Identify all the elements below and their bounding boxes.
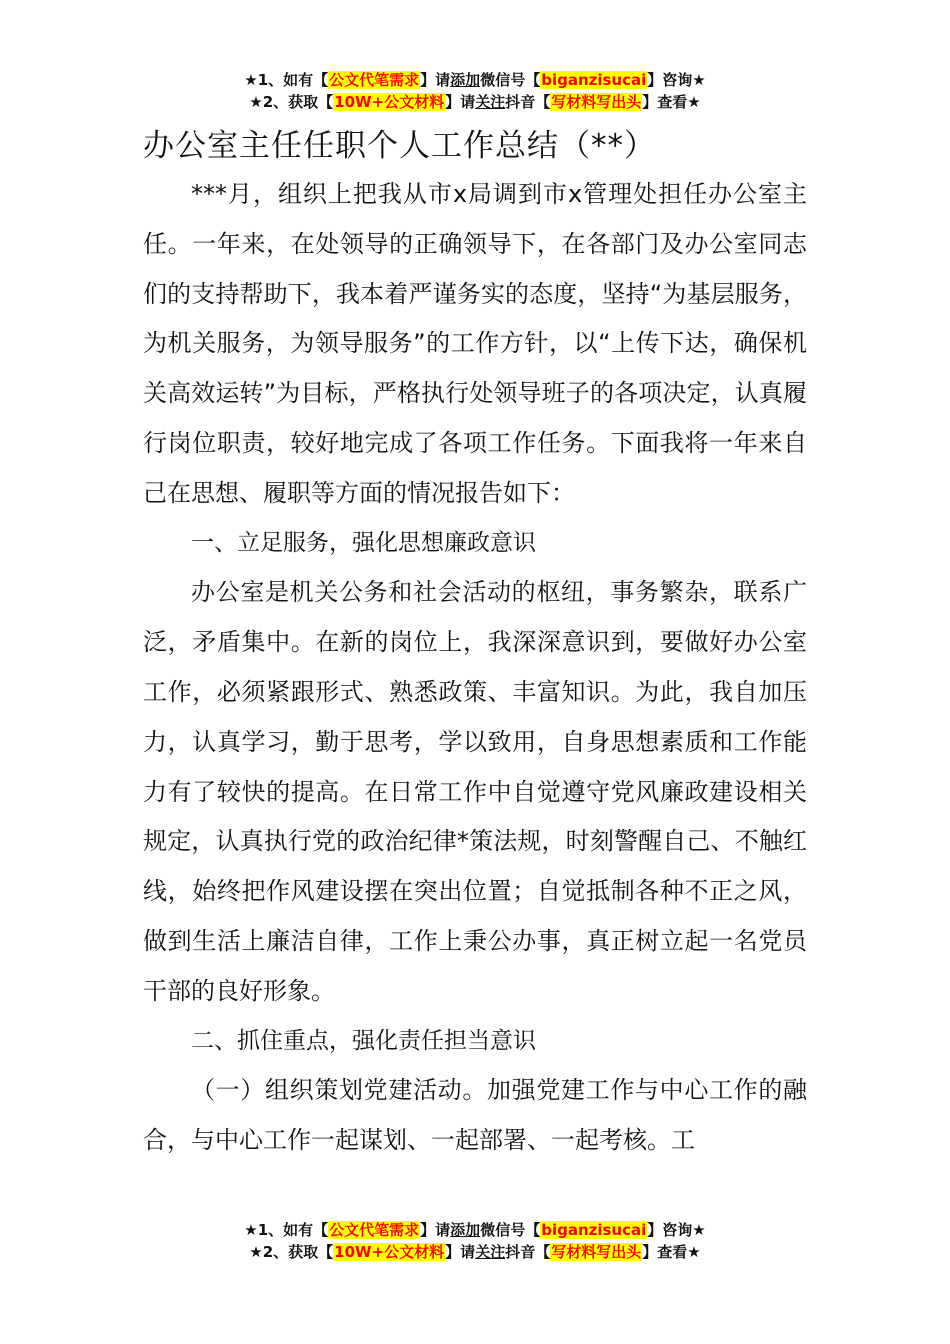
highlight-douyin: 写材料写出头 <box>551 1243 642 1261</box>
star-icon: ★ <box>692 1221 706 1239</box>
paragraph-intro: ***月，组织上把我从市x局调到市x管理处担任办公室主任。一年来，在处领导的正确领导下，在各部门及办公室同志们的支持帮助下，我本着严谨务实的态度，坚持“为基层服务，为机关服务，为领导服务”的工作方针，以“上传下达，确保机关高效运转”为目标，严格执行处领导班子的各项决定，认真履行岗位职责，较好地完成了各项工作任务。下面我将一年来自己在思想、履职等方面的情况报告如下： <box>143 180 807 507</box>
banner-line-2: ★2、获取【10W+公文材料】请关注抖音【写材料写出头】查看★ <box>249 1243 701 1261</box>
star-icon: ★ <box>249 93 263 111</box>
star-icon: ★ <box>687 93 701 111</box>
banner-line-1: ★1、如有【公文代笔需求】请添加微信号【biganzisucai】咨询★ <box>244 1221 706 1239</box>
star-icon: ★ <box>249 1243 263 1261</box>
document-body <box>143 170 807 1166</box>
star-icon: ★ <box>244 1221 258 1239</box>
section-heading-1: 一、立足服务，强化思想廉政意识 <box>191 529 536 556</box>
header-banner <box>0 69 950 113</box>
highlight-wechat-id: biganzisucai <box>541 71 647 89</box>
star-icon: ★ <box>692 71 706 89</box>
highlight-service: 公文代笔需求 <box>329 1221 420 1239</box>
star-icon: ★ <box>687 1243 701 1261</box>
document-title: 办公室主任任职个人工作总结（**） <box>143 128 656 164</box>
footer-banner <box>0 1219 950 1263</box>
highlight-wechat-id: biganzisucai <box>541 1221 647 1239</box>
highlight-douyin: 写材料写出头 <box>551 93 642 111</box>
paragraph-section-1: 办公室是机关公务和社会活动的枢纽，事务繁杂，联系广泛，矛盾集中。在新的岗位上，我深深意识到，要做好办公室工作，必须紧跟形式、熟悉政策、丰富知识。为此，我自加压力，认真学习，勤于思考，学以致用，自身思想素质和工作能力有了较快的提高。在日常工作中自觉遵守党风廉政建设相关规定，认真执行党的政治纪律*策法规，时刻警醒自己、不触红线，始终把作风建设摆在突出位置；自觉抵制各种不正之风，做到生活上廉洁自律，工作上秉公办事，真正树立起一名党员干部的良好形象。 <box>143 578 807 1005</box>
highlight-materials: 10W+公文材料 <box>334 1243 445 1261</box>
section-heading-2: 二、抓住重点，强化责任担当意识 <box>191 1027 536 1054</box>
paragraph-section-2: （一）组织策划党建活动。加强党建工作与中心工作的融合，与中心工作一起谋划、一起部署、一起考核。工 <box>143 1076 807 1155</box>
banner-line-1: ★1、如有【公文代笔需求】请添加微信号【biganzisucai】咨询★ <box>244 71 706 89</box>
banner-line-2: ★2、获取【10W+公文材料】请关注抖音【写材料写出头】查看★ <box>249 93 701 111</box>
highlight-service: 公文代笔需求 <box>329 71 420 89</box>
highlight-materials: 10W+公文材料 <box>334 93 445 111</box>
star-icon: ★ <box>244 71 258 89</box>
